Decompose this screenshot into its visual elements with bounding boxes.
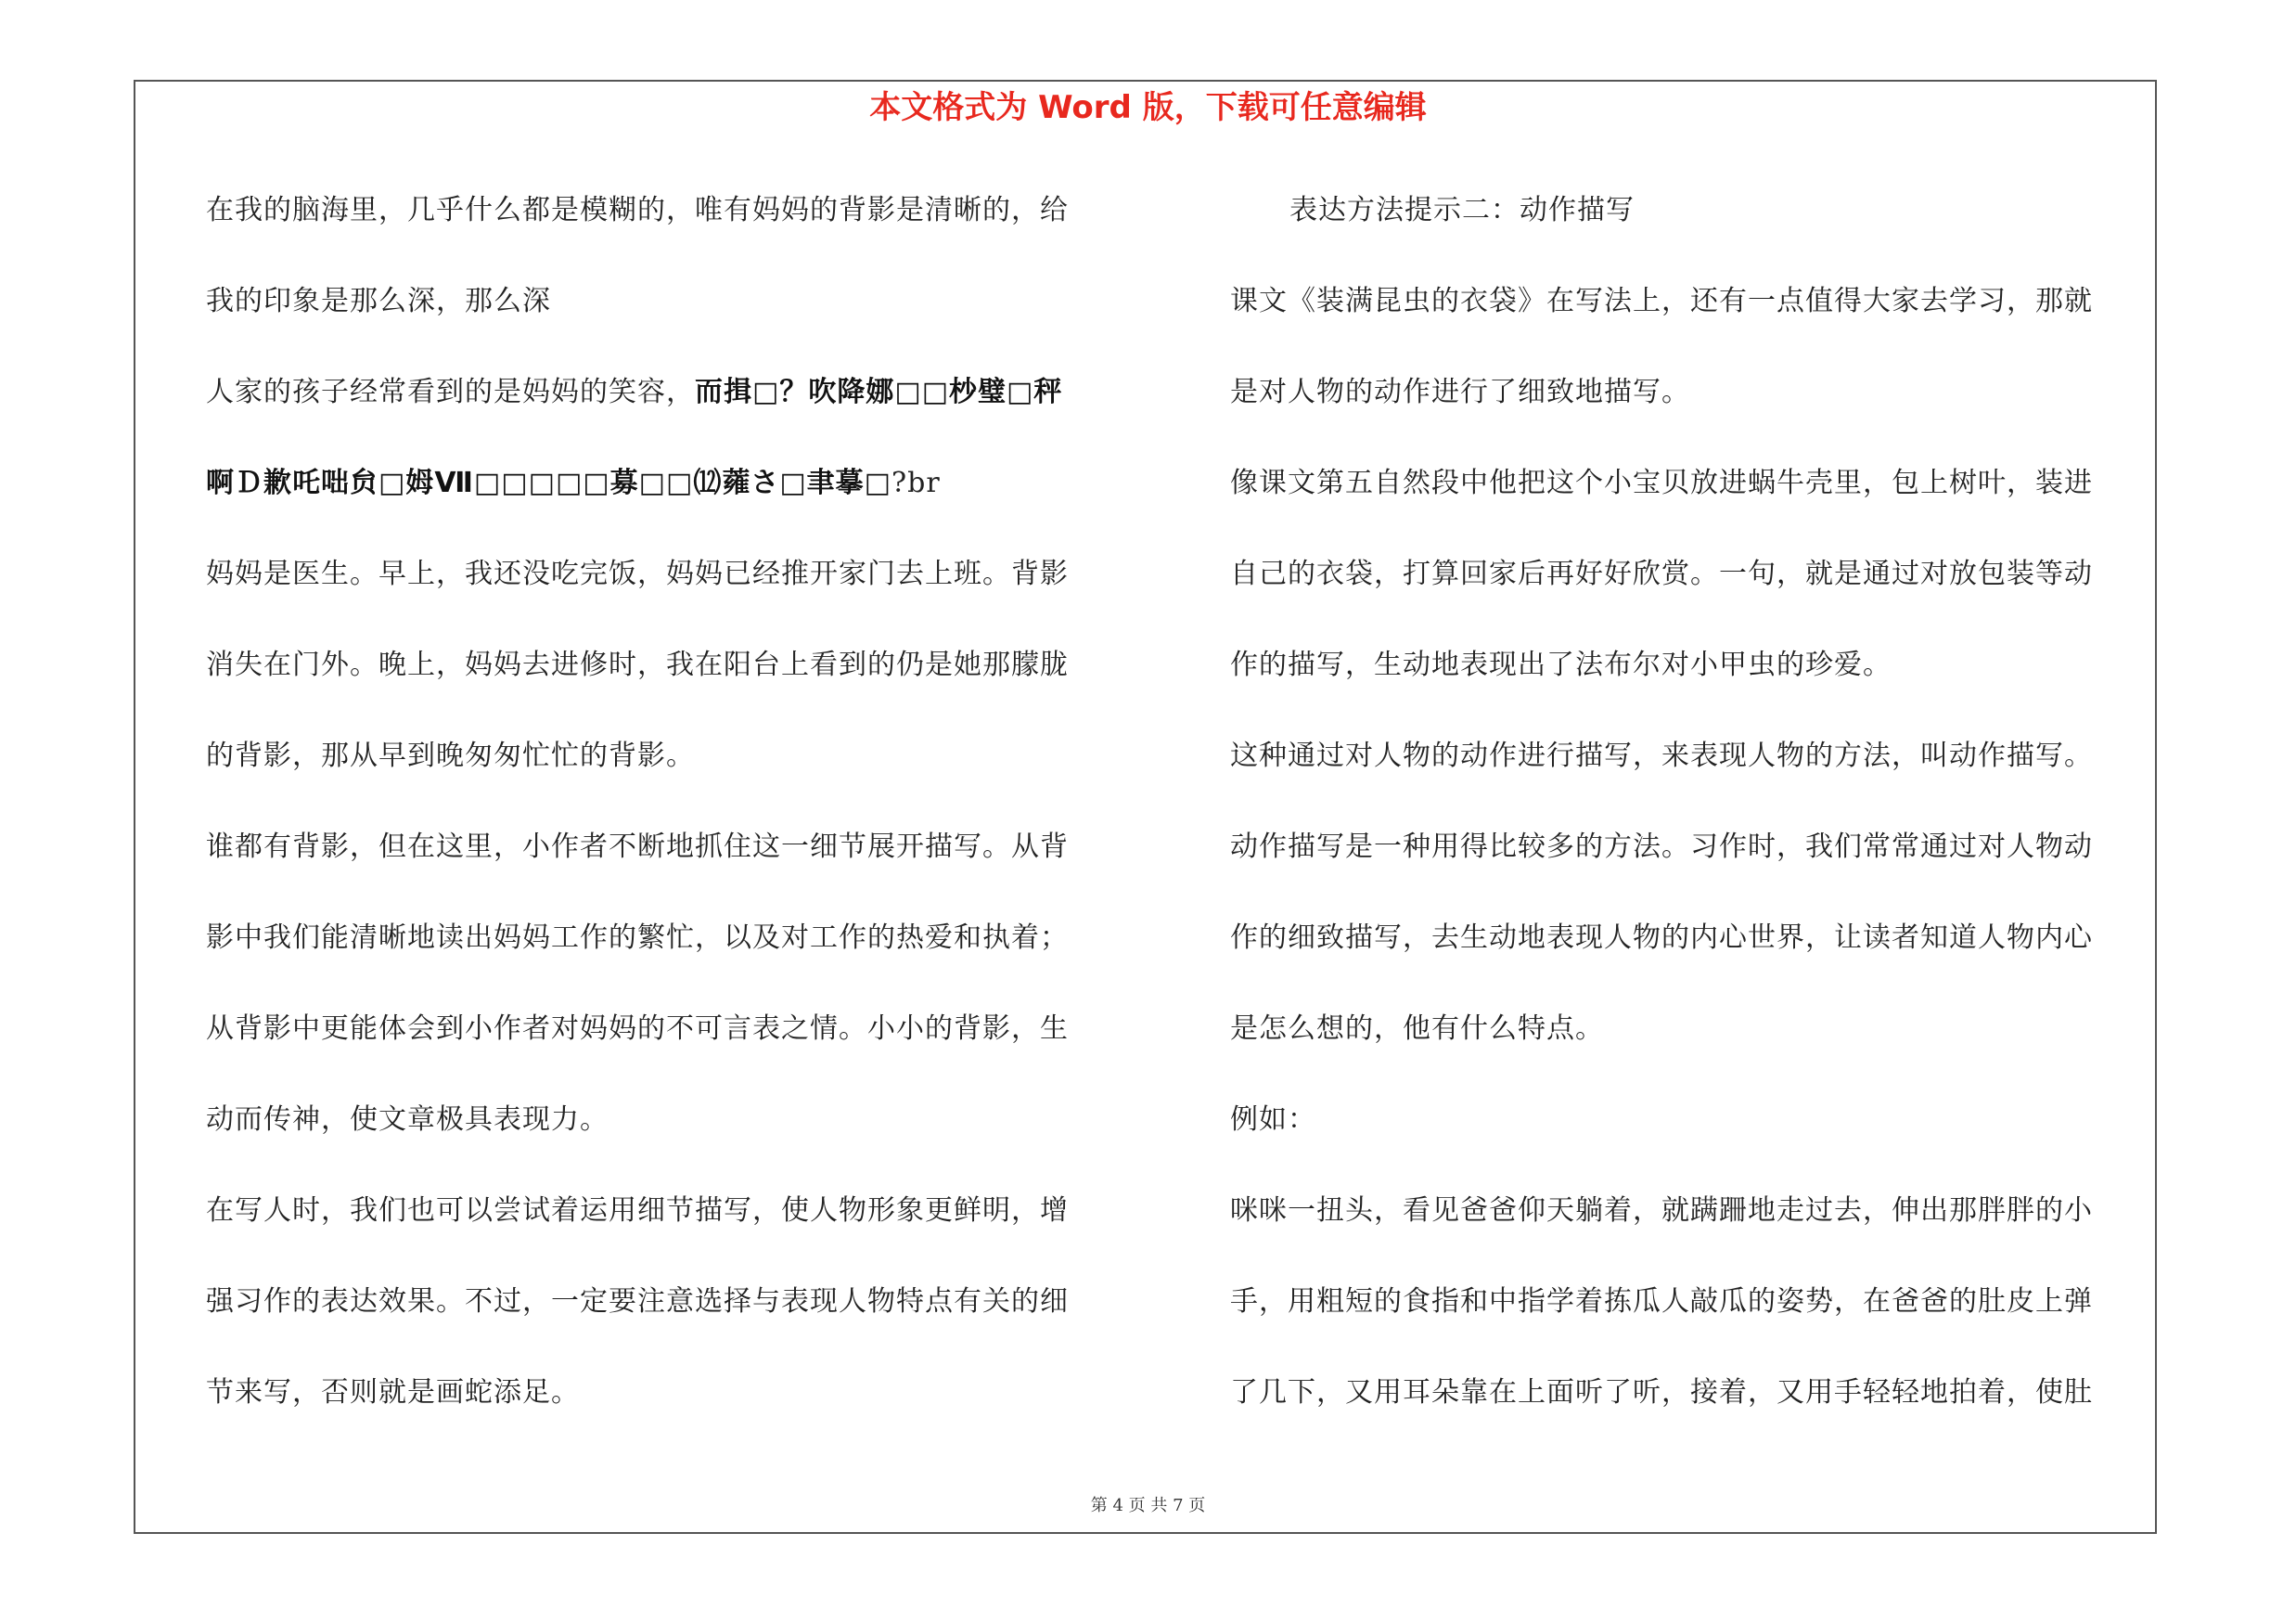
left-line-2: 我的印象是那么深，那么深 bbox=[206, 285, 551, 317]
right-line-13: 手，用粗短的食指和中指学着拣瓜人敲瓜的姿势，在爸爸的肚皮上弹 bbox=[1230, 1285, 2093, 1318]
left-line-4-garbled: 啊Ｄ歉吒咄贠□姆Ⅶ□□□□□募□□⑿蕹さ□聿摹□ bbox=[206, 467, 892, 499]
right-line-4: 像课文第五自然段中他把这个小宝贝放进蜗牛壳里，包上树叶，装进 bbox=[1230, 467, 2093, 499]
right-line-8: 动作描写是一种用得比较多的方法。习作时，我们常常通过对人物动 bbox=[1230, 831, 2093, 863]
left-line-3 bbox=[206, 363, 1152, 454]
right-line-7: 这种通过对人物的动作进行描写，来表现人物的方法，叫动作描写。 bbox=[1230, 740, 2093, 772]
right-line-5: 自己的衣袋，打算回家后再好好欣赏。一句，就是通过对放包装等动 bbox=[1230, 558, 2093, 590]
left-line-4-tail: ?br bbox=[891, 467, 941, 499]
left-line-10: 从背影中更能体会到小作者对妈妈的不可言表之情。小小的背影，生 bbox=[206, 1012, 1069, 1045]
right-line-14: 了几下，又用耳朵靠在上面听了听，接着，又用手轻轻地拍着，使肚 bbox=[1230, 1376, 2093, 1409]
left-line-14: 节来写，否则就是画蛇添足。 bbox=[206, 1376, 580, 1409]
left-line-3-text: 人家的孩子经常看到的是妈妈的笑容， bbox=[206, 376, 695, 408]
page-number: 第 4 页 共 7 页 bbox=[1090, 1496, 1206, 1515]
right-line-10: 是怎么想的，他有什么特点。 bbox=[1230, 1012, 1604, 1045]
right-line-12: 咪咪一扭头，看见爸爸仰天躺着，就蹒跚地走过去，伸出那胖胖的小 bbox=[1230, 1194, 2093, 1227]
left-line-1: 在我的脑海里，几乎什么都是模糊的，唯有妈妈的背影是清晰的，给 bbox=[206, 194, 1069, 226]
left-line-3-garbled: 而揖□？吹降娜□□杪璧□秤 bbox=[695, 376, 1063, 408]
left-line-9: 影中我们能清晰地读出妈妈工作的繁忙，以及对工作的热爱和执着； bbox=[206, 921, 1069, 954]
left-column bbox=[206, 181, 1152, 1454]
right-line-3: 是对人物的动作进行了细致地描写。 bbox=[1230, 376, 1690, 408]
right-column bbox=[1230, 181, 2167, 1454]
right-line-11: 例如： bbox=[1230, 1103, 1316, 1136]
left-line-4 bbox=[206, 454, 1152, 545]
left-line-6: 消失在门外。晚上，妈妈去进修时，我在阳台上看到的仍是她那朦胧 bbox=[206, 649, 1069, 681]
left-line-5: 妈妈是医生。早上，我还没吃完饭，妈妈已经推开家门去上班。背影 bbox=[206, 558, 1069, 590]
right-line-2: 课文《装满昆虫的衣袋》在写法上，还有一点值得大家去学习，那就 bbox=[1230, 285, 2093, 317]
right-heading: 表达方法提示二：动作描写 bbox=[1289, 194, 1635, 226]
right-line-6: 作的描写，生动地表现出了法布尔对小甲虫的珍爱。 bbox=[1230, 649, 1892, 681]
left-line-12: 在写人时，我们也可以尝试着运用细节描写，使人物形象更鲜明，增 bbox=[206, 1194, 1069, 1227]
left-line-13: 强习作的表达效果。不过，一定要注意选择与表现人物特点有关的细 bbox=[206, 1285, 1069, 1318]
right-line-9: 作的细致描写，去生动地表现人物的内心世界，让读者知道人物内心 bbox=[1230, 921, 2093, 954]
left-line-11: 动而传神，使文章极具表现力。 bbox=[206, 1103, 609, 1136]
left-line-7: 的背影，那从早到晚匆匆忙忙的背影。 bbox=[206, 740, 695, 772]
left-line-8: 谁都有背影，但在这里，小作者不断地抓住这一细节展开描写。从背 bbox=[206, 831, 1069, 863]
format-banner: 本文格式为 Word 版，下载可任意编辑 bbox=[869, 89, 1427, 126]
